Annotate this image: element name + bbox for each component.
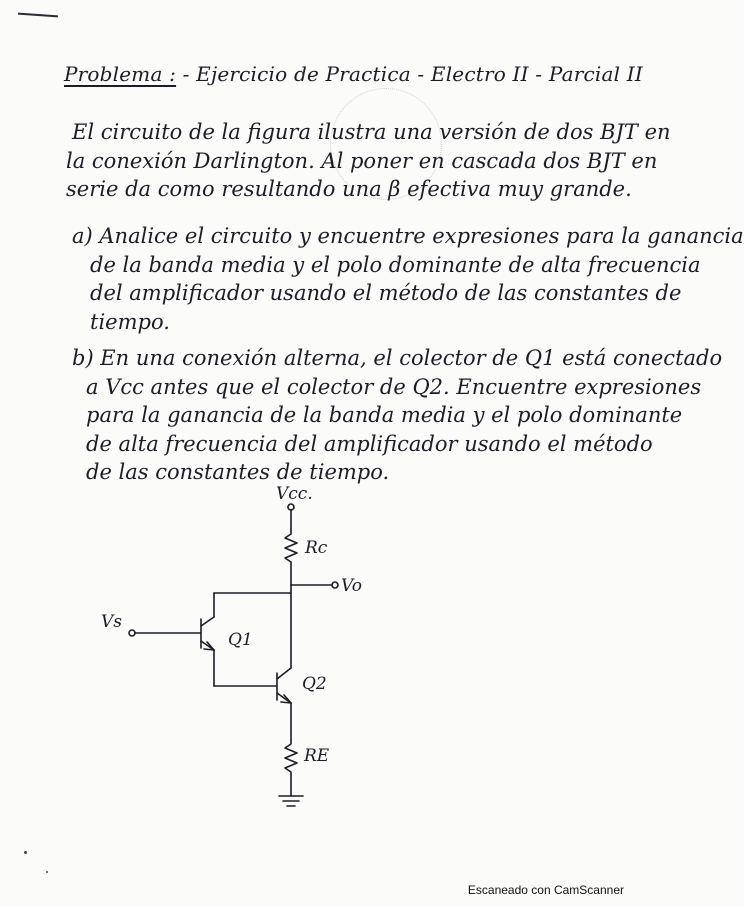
scan-speck [46, 871, 48, 873]
part-b-line: de las constantes de tiempo. [86, 460, 390, 484]
title-rest: - Ejercicio de Practica - Electro II - Parcial II [176, 62, 643, 86]
vo-label: Vo [341, 576, 362, 596]
part-b-line: a Vcc antes que el colector de Q2. Encuentre expresiones [86, 374, 702, 399]
vo-terminal [332, 582, 338, 588]
part-b-line: para la ganancia de la banda media y el polo dominante [86, 403, 683, 427]
intro-line: serie da como resultando una β efectiva muy grande. [66, 177, 632, 201]
intro-line: la conexión Darlington. Al poner en cascada dos BJT en [66, 148, 658, 173]
scan-speck [24, 851, 27, 854]
rc-label: Rc [305, 538, 328, 558]
intro-line: El circuito de la figura ilustra una versión de dos BJT en [72, 120, 671, 144]
re-resistor [285, 740, 297, 796]
vs-label: Vs [101, 612, 123, 632]
part-b-line: de alta frecuencia del amplificador usando el método [86, 431, 653, 456]
rc-resistor [285, 530, 297, 585]
part-a-line: del amplificador usando el método de las constantes de [90, 281, 682, 305]
q2-collector-lead [277, 668, 291, 679]
vcc-terminal [288, 504, 294, 510]
title-prefix: Problema : [64, 62, 177, 86]
part-a-line: de la banda media y el polo dominante de alta frecuencia [90, 252, 701, 277]
camscanner-footer: Escaneado con CamScanner [467, 883, 624, 897]
vs-terminal [129, 630, 135, 636]
vcc-label: Vcc. [276, 484, 313, 504]
q2-label: Q2 [302, 674, 327, 694]
part-b-line: b) En una conexión alterna, el colector de Q1 está conectado [72, 346, 723, 370]
q1-collector-lead [201, 617, 214, 626]
q1-label: Q1 [228, 630, 253, 650]
part-a-line: a) Analice el circuito y encuentre expresiones para la ganancia [72, 224, 744, 248]
part-a-line: tiempo. [90, 309, 170, 334]
re-label: RE [304, 746, 330, 766]
